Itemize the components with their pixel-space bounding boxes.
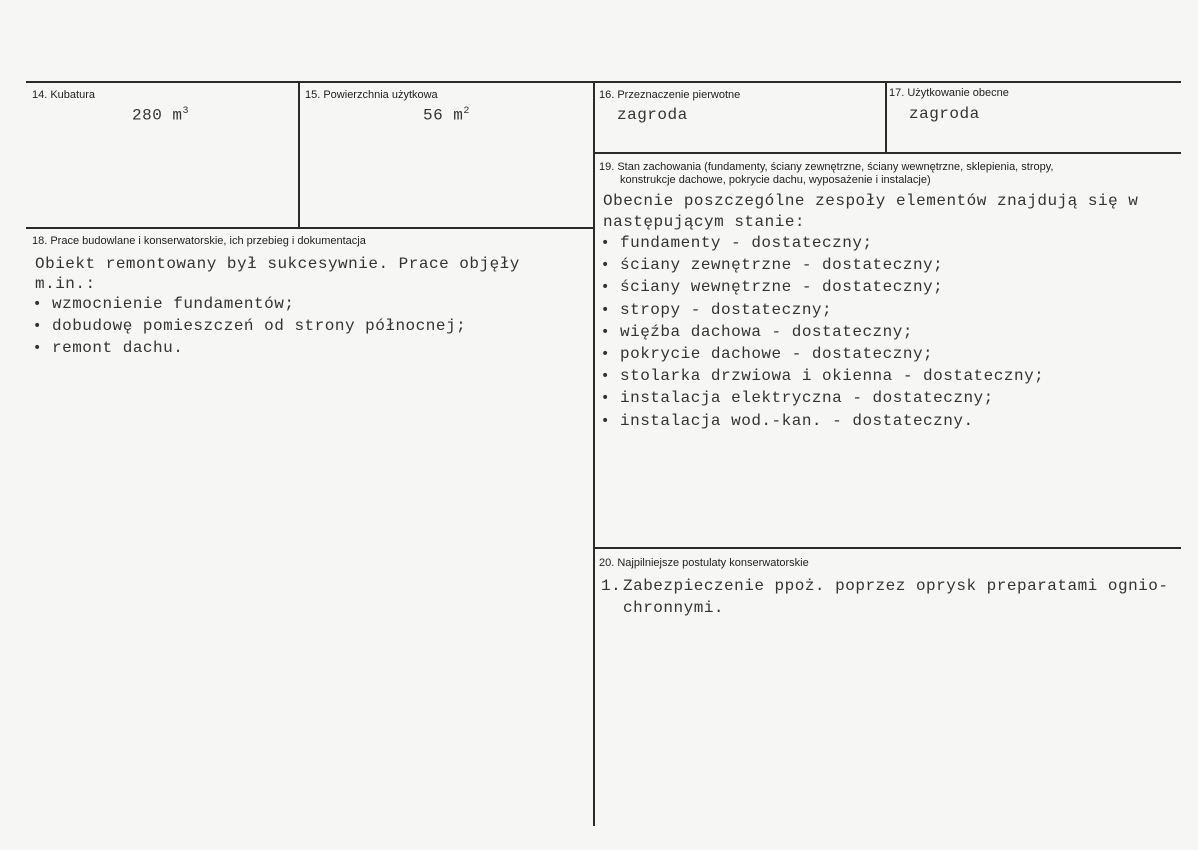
field-17-label: 17. Użytkowanie obecne bbox=[889, 87, 1009, 99]
divider-16-17 bbox=[885, 81, 887, 152]
list-item bbox=[601, 299, 1044, 321]
list-item-text: fundamenty - dostateczny; bbox=[620, 234, 873, 252]
bullet-icon: • bbox=[601, 301, 610, 318]
bullet-icon: • bbox=[601, 257, 610, 274]
field-19-label-line2: konstrukcje dachowe, pokrycie dachu, wyposażenie i instalacje) bbox=[620, 174, 931, 186]
list-item-text: ściany zewnętrzne - dostateczny; bbox=[620, 256, 944, 275]
field-18-label: 18. Prace budowlane i konserwatorskie, ich przebieg i dokumentacja bbox=[32, 235, 366, 247]
line-above-19 bbox=[593, 152, 1181, 154]
list-item-text: remont dachu. bbox=[52, 339, 184, 358]
field-19-label-line1: 19. Stan zachowania (fundamenty, ściany zewnętrzne, ściany wewnętrzne, sklepienia, stropy, bbox=[599, 161, 1054, 173]
field-20-item-line1: Zabezpieczenie ppoż. poprzez oprysk preparatami ognio- bbox=[623, 577, 1169, 595]
field-15-value bbox=[423, 106, 470, 124]
list-item bbox=[601, 365, 1044, 387]
field-14-exponent: 3 bbox=[182, 106, 190, 117]
field-19-intro-line1: Obecnie poszczególne zespoły elementów znajdują się w bbox=[603, 192, 1139, 210]
field-14-label: 14. Kubatura bbox=[32, 89, 95, 101]
list-item-text: wzmocnienie fundamentów; bbox=[52, 295, 295, 313]
list-item-text: instalacja wod.-kan. - dostateczny. bbox=[620, 411, 974, 430]
list-item-text: stropy - dostateczny; bbox=[620, 300, 833, 319]
list-item bbox=[33, 293, 466, 315]
list-item bbox=[33, 315, 466, 337]
list-item-text: więźba dachowa - dostateczny; bbox=[620, 322, 913, 341]
field-20-label: 20. Najpilniejsze postulaty konserwatorskie bbox=[599, 557, 809, 569]
field-18-intro-line2: m.in.: bbox=[35, 275, 96, 293]
field-16-value: zagroda bbox=[617, 106, 688, 124]
top-border bbox=[26, 81, 1181, 83]
bullet-icon: • bbox=[601, 346, 610, 363]
divider-14-15 bbox=[298, 81, 300, 227]
line-above-18 bbox=[26, 227, 595, 229]
bullet-icon: • bbox=[601, 390, 610, 407]
bullet-icon: • bbox=[601, 368, 610, 385]
center-divider bbox=[593, 81, 595, 826]
list-item-text: pokrycie dachowe - dostateczny; bbox=[620, 345, 934, 364]
field-16-label: 16. Przeznaczenie pierwotne bbox=[599, 89, 741, 101]
list-item-text: instalacja elektryczna - dostateczny; bbox=[620, 389, 994, 408]
list-item bbox=[601, 387, 1044, 409]
field-18-list bbox=[33, 293, 466, 360]
list-item-text: stolarka drzwiowa i okienna - dostateczny; bbox=[620, 367, 1045, 386]
field-19-list bbox=[601, 232, 1044, 432]
bullet-icon: • bbox=[33, 318, 42, 335]
bullet-icon: • bbox=[33, 296, 42, 312]
field-15-value-text: 56 m bbox=[423, 106, 464, 125]
bullet-icon: • bbox=[601, 323, 610, 340]
field-14-value bbox=[132, 106, 189, 124]
field-15-label: 15. Powierzchnia użytkowa bbox=[305, 89, 438, 101]
list-item bbox=[601, 343, 1044, 365]
field-17-value: zagroda bbox=[909, 105, 980, 123]
field-20-item-number: 1. bbox=[601, 577, 622, 595]
list-item bbox=[601, 410, 1044, 432]
field-19-intro-line2: następującym stanie: bbox=[603, 213, 806, 231]
bullet-icon: • bbox=[601, 235, 610, 251]
list-item bbox=[33, 337, 466, 359]
bullet-icon: • bbox=[601, 412, 610, 429]
field-18-intro-line1: Obiekt remontowany był sukcesywnie. Prace objęły bbox=[35, 255, 520, 273]
list-item bbox=[601, 276, 1044, 298]
list-item-text: dobudowę pomieszczeń od strony północnej; bbox=[52, 317, 467, 336]
list-item bbox=[601, 232, 1044, 254]
list-item bbox=[601, 321, 1044, 343]
list-item bbox=[601, 254, 1044, 276]
bullet-icon: • bbox=[33, 340, 42, 357]
field-20-item-line2: chronnymi. bbox=[623, 599, 725, 617]
line-above-20 bbox=[593, 547, 1181, 549]
list-item-text: ściany wewnętrzne - dostateczny; bbox=[620, 278, 944, 297]
bullet-icon: • bbox=[601, 279, 610, 296]
field-14-value-text: 280 m bbox=[132, 106, 183, 125]
field-15-exponent: 2 bbox=[463, 106, 470, 117]
